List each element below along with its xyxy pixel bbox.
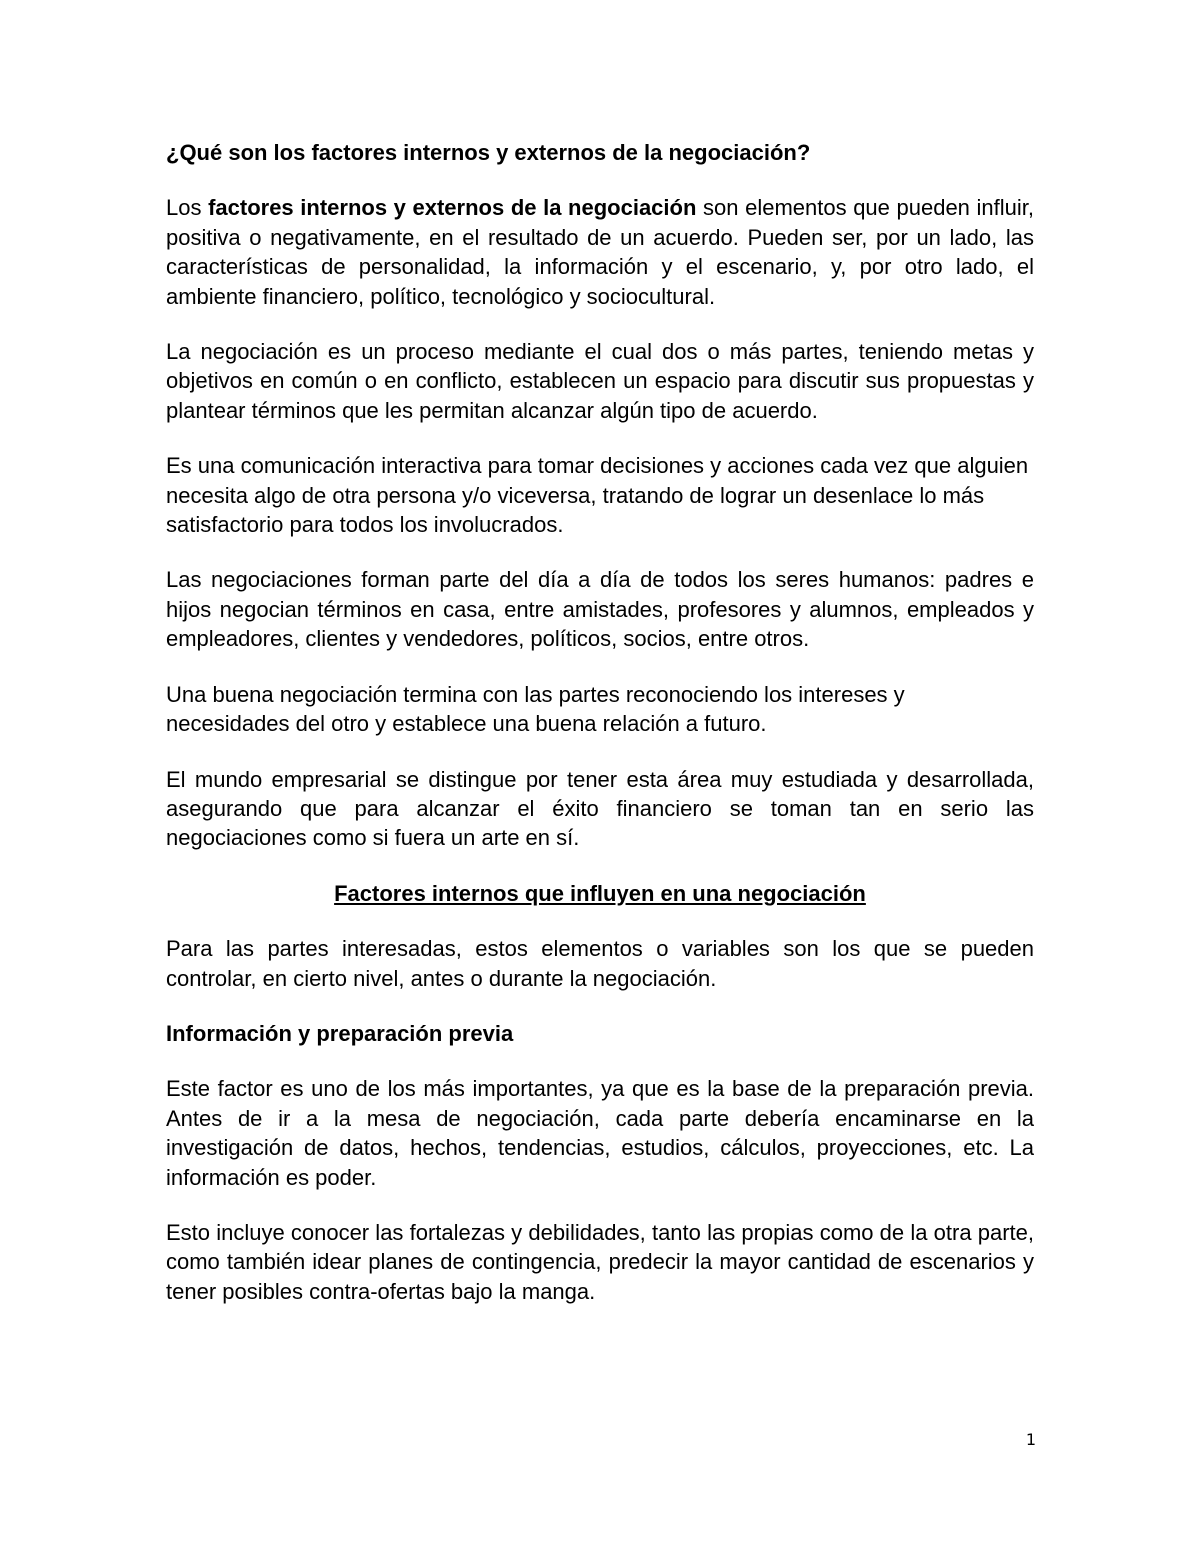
subheading: Información y preparación previa xyxy=(166,1020,514,1046)
sub-paragraph: Este factor es uno de los más importantes, ya que es la base de la preparación previa. Antes de ir a la mesa de negociación, cada parte debería encaminarse en la investigación de datos, hechos, tendencias, estudios, cálculos, proyecciones, etc. La información es poder. xyxy=(166,1076,1034,1190)
body-paragraph: Una buena negociación termina con las partes reconociendo los intereses y necesidades del otro y establece una buena relación a futuro. xyxy=(166,681,905,737)
intro-rest: son elementos que pueden influir, positiva o negativamente, en el resultado de un acuerdo. Pueden ser, por un lado, las características de personalidad, la información y el escenario, y, por otro lado, el ambiente financiero, político, tecnológico y sociocultural. xyxy=(166,195,1034,309)
intro-bold-term: factores internos y externos de la negociación xyxy=(208,195,697,221)
document-title: ¿Qué son los factores internos y externos de la negociación? xyxy=(166,140,811,165)
body-paragraph: Es una comunicación interactiva para tomar decisiones y acciones cada vez que alguien necesita algo de otra persona y/o viceversa, tratando de lograr un desenlace lo más satisfactorio para todos los involucrados. xyxy=(166,453,1029,538)
sub-paragraph: Esto incluye conocer las fortalezas y debilidades, tanto las propias como de la otra parte, como también idear planes de contingencia, predecir la mayor cantidad de escenarios y tener posibles contra-ofertas bajo la manga. xyxy=(166,1219,1034,1304)
body-paragraph: Las negociaciones forman parte del día a día de todos los seres humanos: padres e hijos negocian términos en casa, entre amistades, profesores y alumnos, empleados y empleadores, clientes y vendedores, políticos, socios, entre otros. xyxy=(166,567,1034,652)
page-number: 1 xyxy=(1025,1430,1036,1449)
body-paragraph: El mundo empresarial se distingue por tener esta área muy estudiada y desarrollada, asegurando que para alcanzar el éxito financiero se toman tan en serio las negociaciones como si fuera un arte en sí. xyxy=(166,766,1034,851)
section-title: Factores internos que influyen en una negociación xyxy=(334,880,866,906)
section-intro-paragraph: Para las partes interesadas, estos elementos o variables son los que se pueden controlar, en cierto nivel, antes o durante la negociación. xyxy=(166,936,1034,991)
body-paragraph: La negociación es un proceso mediante el cual dos o más partes, teniendo metas y objetivos en común o en conflicto, establecen un espacio para discutir sus propuestas y plantear términos que les permitan alcanzar algún tipo de acuerdo. xyxy=(166,339,1034,423)
intro-paragraph xyxy=(166,193,1034,311)
intro-lead: Los xyxy=(166,195,209,221)
document-page xyxy=(166,138,1034,1332)
